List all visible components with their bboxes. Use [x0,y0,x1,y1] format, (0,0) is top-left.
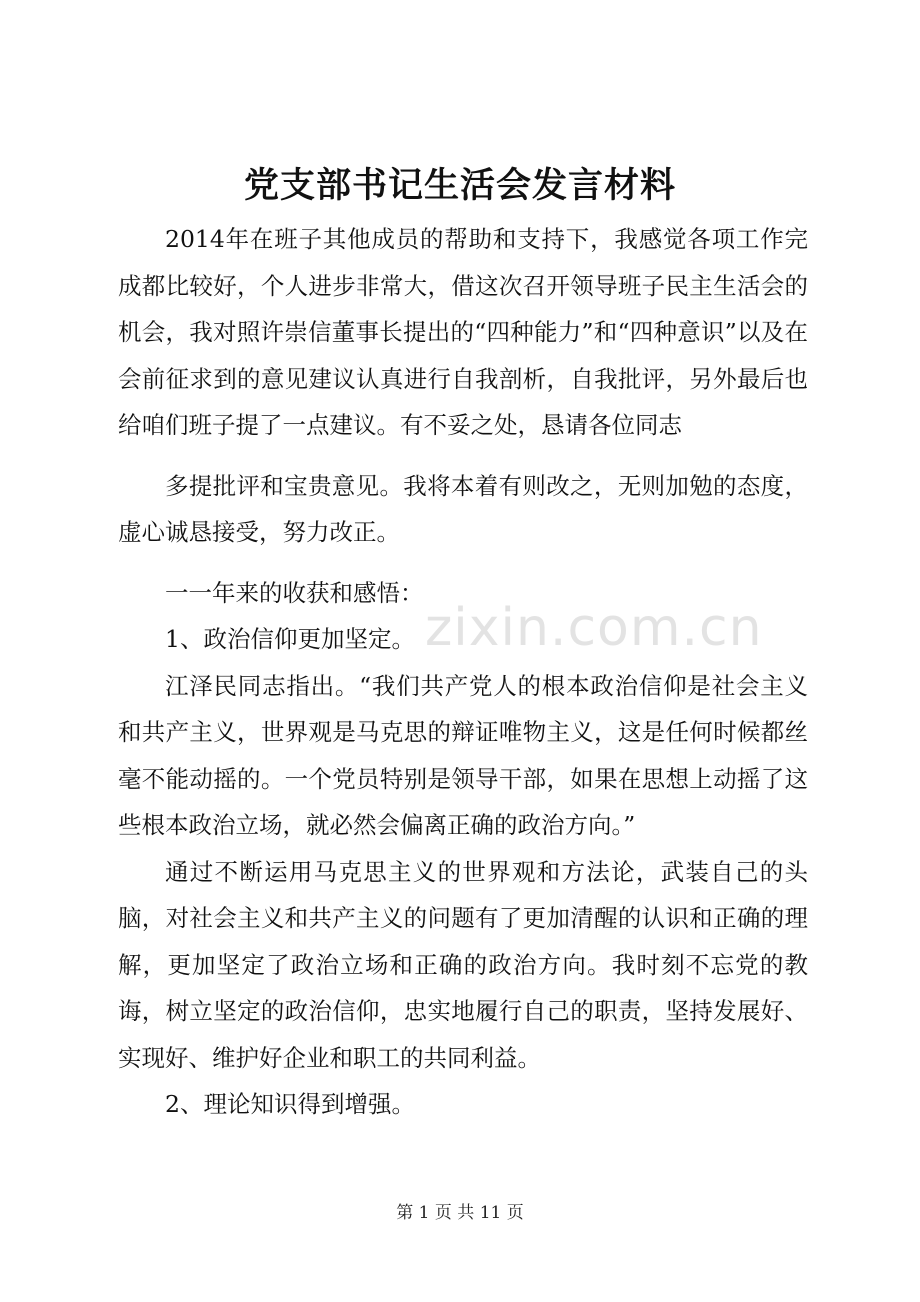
document-title: 党支部书记生活会发言材料 [243,165,676,206]
section-heading-1: 1、政治信仰更加坚定。 [165,625,415,653]
page-footer: 第 1 页 共 11 页 [396,1203,524,1223]
paragraph-4: 江泽民同志指出。“我们共产党人的根本政治信仰是社会主义和共产主义，世界观是马克思的辩证唯物主义，这是任何时候都丝毫不能动摇的。一个党员特别是领导干部，如果在思想上动摇了这些根本政治立场，就必然会偏离正确的政治方向。” [118,671,808,839]
paragraph-5: 通过不断运用马克思主义的世界观和方法论，武装自己的头脑，对社会主义和共产主义的问题有了更加清醒的认识和正确的理解，更加坚定了政治立场和正确的政治方向。我时刻不忘党的教诲，树立坚定的政治信仰，忠实地履行自己的职责，坚持发展好、实现好、维护好企业和职工的共同利益。 [118,857,808,1072]
watermark: zixin.com.cn [425,598,763,658]
section-heading-2: 2、理论知识得到增强。 [165,1090,415,1118]
paragraph-1: 2014年在班子其他成员的帮助和支持下，我感觉各项工作完成都比较好，个人进步非常大，借这次召开领导班子民主生活会的机会，我对照许崇信董事长提出的“四种能力”和“四种意识”以及在会前征求到的意见建议认真进行自我剖析，自我批评，另外最后也给咱们班子提了一点建议。有不妥之处，恳请各位同志 [118,225,808,439]
paragraph-2: 多提批评和宝贵意见。我将本着有则改之，无则加勉的态度，虚心诚恳接受，努力改正。 [118,471,808,546]
document-body [118,216,808,1128]
paragraph-3: 一一年来的收获和感悟： [165,578,424,607]
